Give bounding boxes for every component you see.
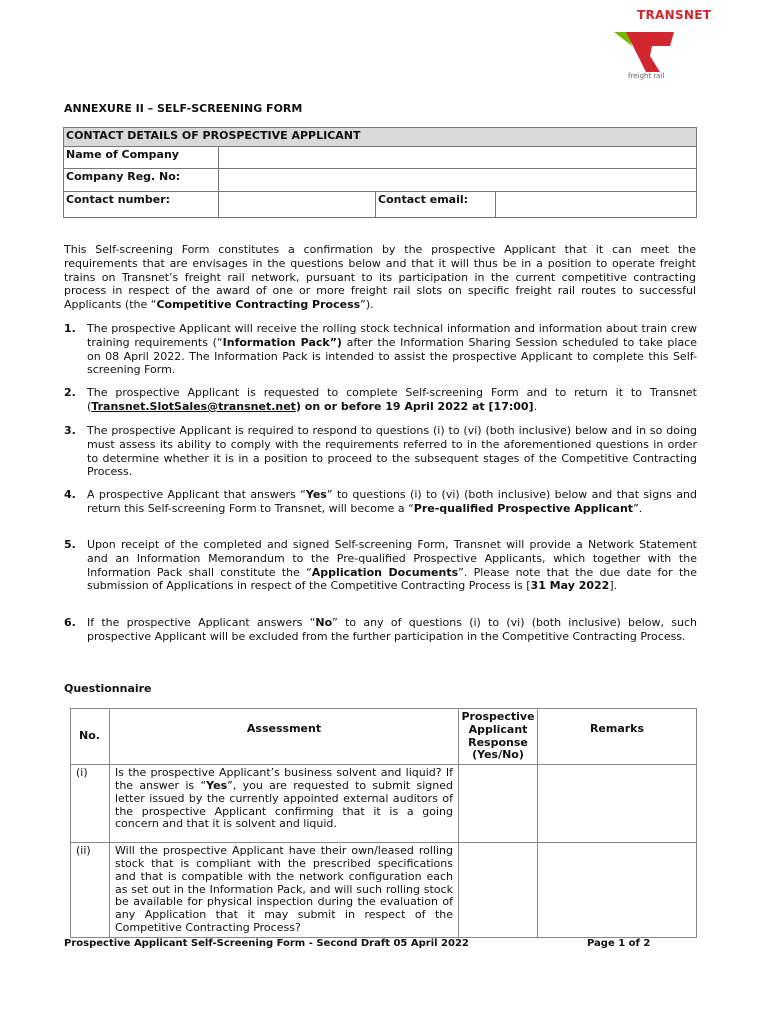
assessment-bold: Yes	[206, 778, 228, 792]
col-remarks-header: Remarks	[538, 709, 697, 765]
assessment-text: ”, you are requested to submit signed letter issued by the currently appointed external auditors of the prospective Applicant confirming that it is a going concern and that it is solvent and liquid.	[115, 778, 453, 831]
transnet-logo-text: TRANSNET	[637, 8, 712, 22]
intro-paragraph	[64, 243, 696, 312]
response-cell[interactable]	[459, 843, 538, 938]
contact-details-table	[63, 127, 697, 218]
assessment-text: Will the prospective Applicant have their own/leased rolling stock that is compliant with the prescribed specifications and that is compatible with the network configuration each as set out in the Information Pack, and will such rolling stock be available for physical inspection during the evaluation of any Application that it may submit in respect of the Competitive Contracting Process?	[115, 844, 453, 934]
transnet-logo-icon	[612, 30, 676, 74]
list-item	[64, 322, 697, 377]
col-assessment-header: Assessment	[110, 709, 459, 765]
contact-email-label: Contact email:	[376, 192, 496, 218]
email-link[interactable]: Transnet.SlotSales@transnet.net	[91, 399, 296, 413]
company-name-field[interactable]	[219, 147, 697, 169]
item-text: The prospective Applicant will receive the rolling stock technical information and information about train crew training requirements (“	[87, 322, 697, 349]
item-text: The prospective Applicant is required to respond to questions (i) to (vi) (both inclusive) below and in so doing must assess its ability to comply with the requirements referred to in the aforementioned questions in order to determine whether it is in a position to proceed to the subsequent stages of the Competitive Contracting Process.	[87, 424, 697, 479]
item-bold: Application Documents	[311, 565, 459, 579]
remarks-cell[interactable]	[538, 765, 697, 843]
table-row	[71, 765, 697, 843]
item-bold: Pre-qualified Prospective Applicant	[413, 501, 634, 515]
list-item	[64, 616, 697, 644]
col-response-header: Prospective Applicant Response (Yes/No)	[459, 709, 538, 765]
contact-number-label: Contact number:	[64, 192, 219, 218]
item-text: The prospective Applicant is requested to complete Self-screening Form and to return it to Transnet (	[87, 386, 697, 413]
response-cell[interactable]	[459, 765, 538, 843]
assessment-text: Is the prospective Applicant’s business solvent and liquid? If the answer is “	[115, 766, 453, 792]
footer-text: Prospective Applicant Self-Screening Form - Second Draft 05 April 2022	[64, 938, 469, 949]
list-item	[64, 424, 697, 479]
questionnaire-heading: Questionnaire	[64, 682, 152, 695]
page-title: ANNEXURE II – SELF-SCREENING FORM	[64, 102, 303, 115]
company-reg-label: Company Reg. No:	[64, 169, 219, 192]
company-reg-field[interactable]	[219, 169, 697, 192]
item-number: 1.	[64, 322, 76, 335]
list-item	[64, 488, 697, 516]
row-assessment	[110, 843, 459, 938]
intro-text: This Self-screening Form constitutes a confirmation by the prospective Applicant that it can meet the requirements that are envisages in the questions below and that it will thus be in a position to operate freight trains on Transnet’s freight rail network, pursuant to its participation in the current competitive contracting process in respect of the award of one or more freight rail slots on specific freight rail routes to successful Applicants (the “	[64, 243, 696, 312]
item-text: A prospective Applicant that answers “	[87, 488, 306, 501]
row-number: (ii)	[71, 843, 110, 938]
item-bold: Yes	[305, 488, 327, 501]
division-label: freight rail	[628, 72, 665, 80]
intro-bold: Competitive Contracting Process	[156, 298, 361, 312]
intro-end: ”).	[360, 298, 374, 312]
table-row	[71, 843, 697, 938]
contact-number-field[interactable]	[219, 192, 376, 218]
item-text: .	[533, 399, 538, 413]
item-number: 2.	[64, 386, 76, 399]
item-bold: Information Pack”)	[222, 335, 342, 349]
item-text: ].	[609, 579, 618, 593]
item-text: Upon receipt of the completed and signed Self-screening Form, Transnet will provide a Network Statement and an Information Memorandum to the Pre-qualified Prospective Applicants, which together with the Information Pack shall constitute the “	[87, 538, 697, 579]
page-number: Page 1 of 2	[587, 938, 651, 949]
list-item	[64, 386, 697, 414]
row-assessment	[110, 765, 459, 843]
item-number: 6.	[64, 616, 76, 629]
item-text: If the prospective Applicant answers “	[87, 616, 316, 629]
item-bold: 31 May 2022	[530, 579, 610, 593]
questionnaire-table	[70, 708, 697, 938]
col-no-header: No.	[71, 709, 110, 765]
item-bold: ) on or before 19 April 2022 at [17:00]	[295, 399, 534, 413]
row-number: (i)	[71, 765, 110, 843]
item-bold: No	[315, 616, 333, 629]
remarks-cell[interactable]	[538, 843, 697, 938]
item-text: ”. Please note that the due date for the submission of Applications in respect of the Competitive Contracting Process is [	[87, 565, 697, 593]
item-number: 3.	[64, 424, 76, 437]
item-number: 5.	[64, 538, 76, 551]
item-text: ” to questions (i) to (vi) (both inclusive) below and that signs and return this Self-screening Form to Transnet, will become a “	[87, 488, 697, 515]
item-text: after the Information Sharing Session scheduled to take place on 08 April 2022. The Information Pack is intended to assist the prospective Applicant to complete this Self-screening Form.	[87, 335, 698, 377]
contact-email-field[interactable]	[496, 192, 697, 218]
list-item	[64, 538, 697, 593]
company-name-label: Name of Company	[64, 147, 219, 169]
item-number: 4.	[64, 488, 76, 501]
item-text: ”.	[633, 501, 643, 515]
item-text: ” to any of questions (i) to (vi) (both inclusive) below, such prospective Applicant will be excluded from the further participation in the Competitive Contracting Process.	[87, 616, 697, 643]
contact-header: CONTACT DETAILS OF PROSPECTIVE APPLICANT	[64, 128, 697, 147]
